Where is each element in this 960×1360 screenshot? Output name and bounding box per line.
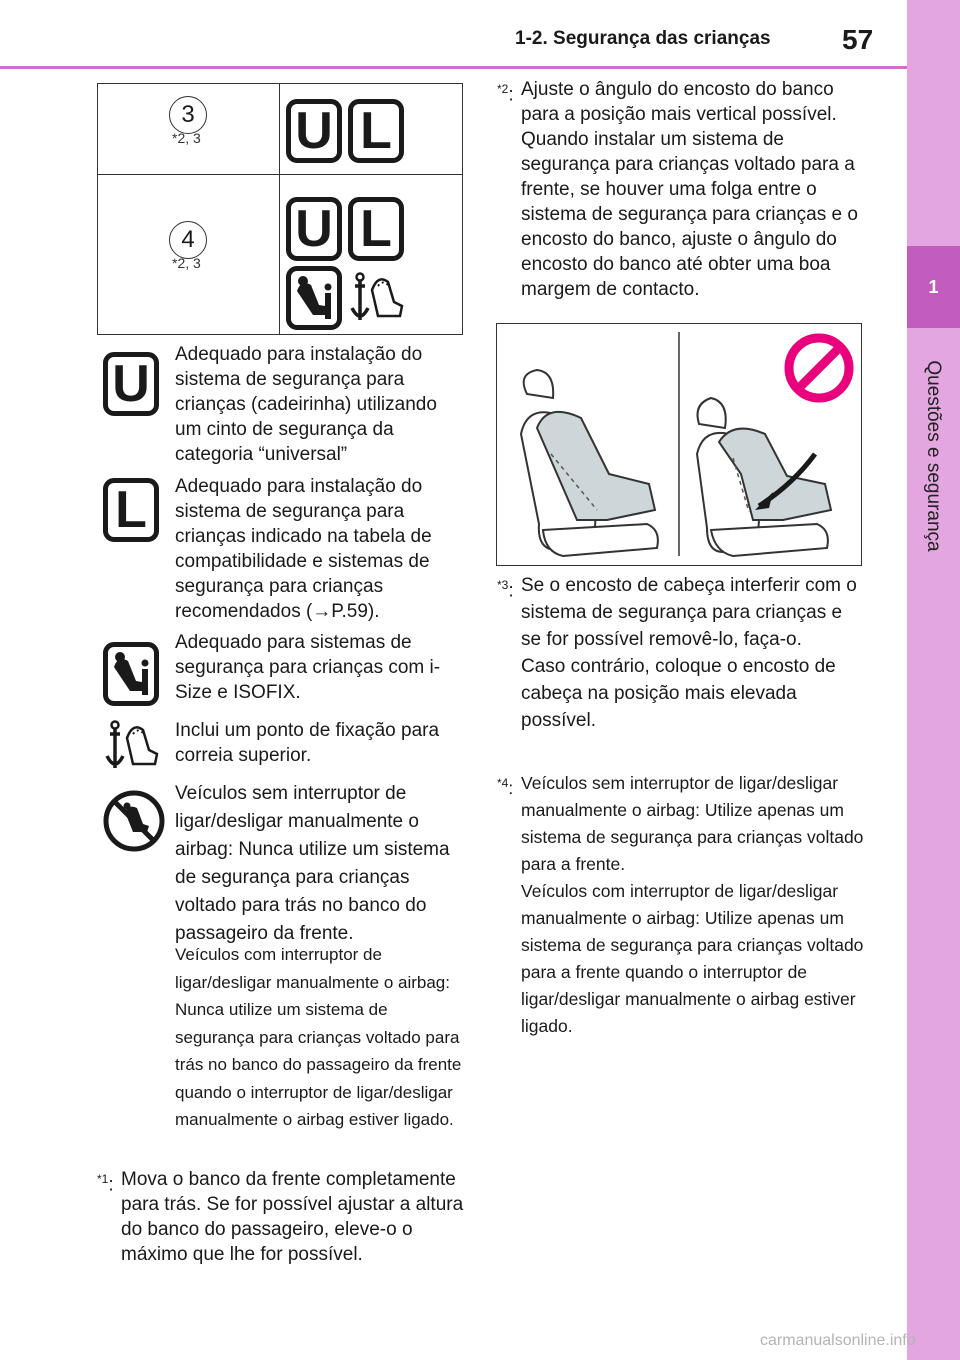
universal-u-icon: U (286, 99, 342, 163)
child-seat-gap-icon (697, 398, 831, 556)
specific-l-icon: L (348, 99, 404, 163)
footnote-text-continued: Caso contrário, coloque o encosto de cabeça na posição mais elevada possível. (521, 656, 836, 731)
position-note: *2, 3 (172, 255, 201, 271)
universal-u-icon: U (286, 197, 342, 261)
footnote-text: Veículos sem interruptor de ligar/desligar manualmente o airbag: Utilize apenas um sistema de segurança para crianças voltado para a frente. (521, 773, 864, 874)
universal-u-icon: U (103, 352, 159, 416)
legend-text-universal: Adequado para instalação do sistema de segurança para crianças (cadeirinha) utilizando um cinto de segurança da categoria “universal” (175, 344, 437, 465)
i-size-seat-icon (286, 266, 342, 330)
side-tab-number: 1 (907, 246, 960, 328)
no-rear-facing-icon (103, 790, 165, 852)
specific-l-icon: L (103, 478, 159, 542)
position-note: *2, 3 (172, 130, 201, 146)
legend-text-isize: Adequado para sistemas de segurança para crianças com i-Size e ISOFIX. (175, 632, 441, 703)
seat-position-3-icon: 3 (169, 96, 207, 134)
child-seat-correct-icon (521, 370, 658, 556)
footnote-mark: $^{*4}$: (497, 776, 514, 798)
table-divider (98, 174, 462, 175)
prohibited-icon (789, 338, 849, 398)
specific-l-icon: L (348, 197, 404, 261)
i-size-seat-icon (103, 642, 159, 706)
footnote-text: Ajuste o ângulo do encosto do banco para a posição mais vertical possível. Quando instalar um sistema de segurança para crianças voltado para a frente, se houver uma folga entre o sistema de segurança para crianças e o encosto do banco, ajuste o ângulo do encosto do banco até obter uma boa margem de contacto. (521, 79, 858, 300)
legend-text-tether: Inclui um ponto de fixação para correia superior. (175, 720, 440, 766)
table-divider (279, 84, 280, 334)
footnote-1 (97, 1167, 469, 1267)
legend-text-no-rear-facing-switch: Veículos com interruptor de ligar/desligar manualmente o airbag: Nunca utilize um sistema de segurança para crianças voltado para trás no banco do passageiro da frente quando o interruptor de ligar/desligar manualmente o airbag estiver ligado. (175, 945, 462, 1129)
legend-text-no-rear-facing: Veículos sem interruptor de ligar/desligar manualmente o airbag: Nunca utilize um sistema de segurança para crianças voltado para trás no banco do passageiro da frente. (175, 783, 450, 944)
top-tether-anchor-icon (348, 266, 404, 330)
footnote-text: Mova o banco da frente completamente para trás. Se for possível ajustar a altura do banco do passageiro, eleve-o o máximo que lhe for possível. (121, 1169, 464, 1265)
side-tab-label: Questões e segurança (923, 360, 944, 552)
watermark: carmanualsonline.info (760, 1332, 916, 1349)
footnote-4 (497, 770, 867, 1040)
top-tether-anchor-icon (103, 714, 159, 778)
footnote-mark: $^{*1}$: (97, 1172, 114, 1196)
header-title: 1-2. Segurança das crianças (515, 28, 771, 49)
footnote-text: Se o encosto de cabeça interferir com o sistema de segurança para crianças e se for possível removê-lo, faça-o. (521, 575, 857, 650)
seat-illustration-drawing (497, 324, 861, 565)
legend-text-specific: Adequado para instalação do sistema de segurança para crianças indicado na tabela de compatibilidade e sistemas de segurança para crianças recomendados (→P.59). (175, 476, 432, 622)
footnote-3 (497, 572, 867, 734)
compatibility-table (97, 83, 463, 335)
page-number: 57 (842, 24, 874, 55)
footnote-text-continued: Veículos com interruptor de ligar/desligar manualmente o airbag: Utilize apenas um sistema de segurança para crianças voltado para a frente quando o interruptor de ligar/desligar manualmente o airbag estiver ligado. (521, 881, 864, 1036)
side-tab (907, 0, 960, 1360)
seat-position-4-icon: 4 (169, 221, 207, 259)
footnote-mark: $^{*2}$: (497, 82, 514, 106)
header-rule (0, 66, 907, 69)
footnote-2 (497, 77, 867, 302)
seat-illustration (496, 323, 862, 566)
footnote-mark: $^{*3}$: (497, 578, 514, 602)
